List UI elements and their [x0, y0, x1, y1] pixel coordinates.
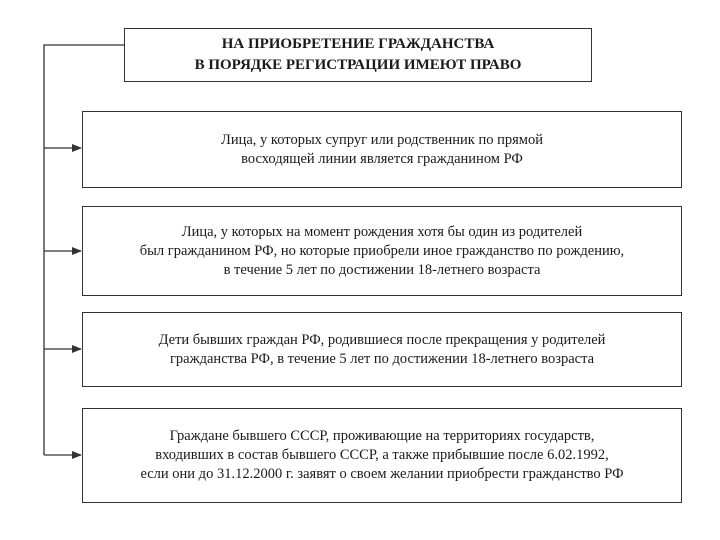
- item-box-spouse-relative: [82, 111, 682, 188]
- item-text: [221, 131, 543, 169]
- diagram-title: [195, 34, 522, 76]
- item-text: [159, 331, 606, 369]
- item-box-parent-citizen-at-birth: [82, 206, 682, 296]
- item-text-line: гражданства РФ, в течение 5 лет по достижении 18-летнего возраста: [169, 350, 595, 367]
- item-box-children-of-former-citizens: [82, 312, 682, 387]
- item-text-line: входивших в состав бывшего СССР, а также прибывшие после 6.02.1992,: [155, 447, 609, 463]
- item-text-line: был гражданином РФ, но которые приобрели иное гражданство по рождению,: [139, 242, 625, 259]
- title-line-1: НА ПРИОБРЕТЕНИЕ ГРАЖДАНСТВА: [221, 36, 495, 52]
- item-text: [140, 223, 624, 280]
- diagram-title-box: [124, 28, 592, 82]
- item-box-former-ussr-citizens: [82, 408, 682, 503]
- item-text-line: восходящей линии является гражданином РФ: [241, 150, 523, 167]
- item-text-line: Граждане бывшего СССР, проживающие на территориях государств,: [169, 428, 595, 444]
- item-text-line: Дети бывших граждан РФ, родившиеся после прекращения у родителей: [158, 331, 606, 348]
- item-text-line: если они до 31.12.2000 г. заявят о своем желании приобрести гражданство РФ: [140, 466, 624, 482]
- item-text-line: Лица, у которых супруг или родственник по прямой: [221, 131, 543, 148]
- item-text: [140, 427, 623, 484]
- item-text-line: Лица, у которых на момент рождения хотя бы один из родителей: [181, 223, 583, 240]
- item-text-line: в течение 5 лет по достижении 18-летнего возраста: [223, 261, 541, 278]
- title-line-2: В ПОРЯДКЕ РЕГИСТРАЦИИ ИМЕЮТ ПРАВО: [194, 57, 522, 73]
